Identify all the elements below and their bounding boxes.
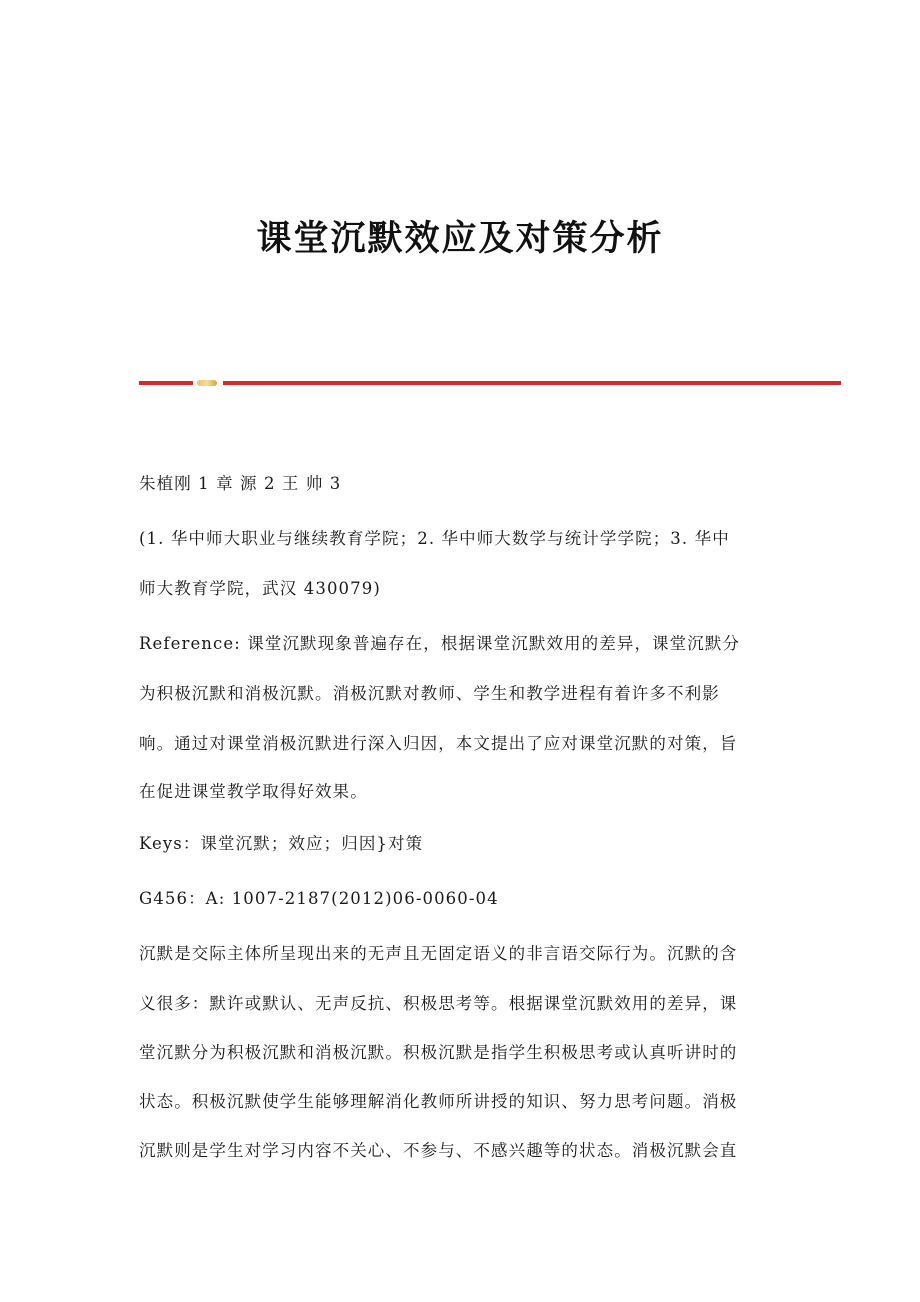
keywords-line: Keys：课堂沉默；效应；归因}对策	[139, 834, 424, 853]
body-line: 堂沉默分为积极沉默和消极沉默。积极沉默是指学生积极思考或认真听讲时的	[139, 1043, 738, 1062]
classification-line: G456：A: 1007-2187(2012)06-0060-04	[139, 889, 499, 908]
body-line: 沉默是交际主体所呈现出来的无声且无固定语义的非言语交际行为。沉默的含	[139, 944, 738, 963]
body-line: 沉默则是学生对学习内容不关心、不参与、不感兴趣等的状态。消极沉默会直	[139, 1141, 738, 1160]
title-divider	[139, 380, 841, 386]
document-title: 课堂沉默效应及对策分析	[256, 219, 664, 259]
reference-line: 为积极沉默和消极沉默。消极沉默对教师、学生和教学进程有着许多不利影	[139, 684, 720, 703]
body-line: 状态。积极沉默使学生能够理解消化教师所讲授的知识、努力思考问题。消极	[139, 1092, 738, 1111]
reference-line: Reference: 课堂沉默现象普遍存在，根据课堂沉默效用的差异，课堂沉默分	[139, 634, 741, 653]
divider-left-bar	[139, 381, 193, 385]
author-line: 朱植刚 1 章 源 2 王 帅 3	[139, 474, 342, 493]
reference-line: 响。通过对课堂消极沉默进行深入归因，本文提出了应对课堂沉默的对策，旨	[139, 734, 738, 753]
divider-ornament-icon	[197, 380, 217, 386]
divider-right-bar	[223, 381, 841, 385]
affiliation-line: (1. 华中师大职业与继续教育学院；2. 华中师大数学与统计学学院；3. 华中	[139, 529, 730, 548]
affiliation-line: 师大教育学院，武汉 430079)	[139, 579, 381, 598]
body-line: 义很多：默许或默认、无声反抗、积极思考等。根据课堂沉默效用的差异，课	[139, 994, 738, 1013]
reference-line: 在促进课堂教学取得好效果。	[139, 782, 368, 801]
